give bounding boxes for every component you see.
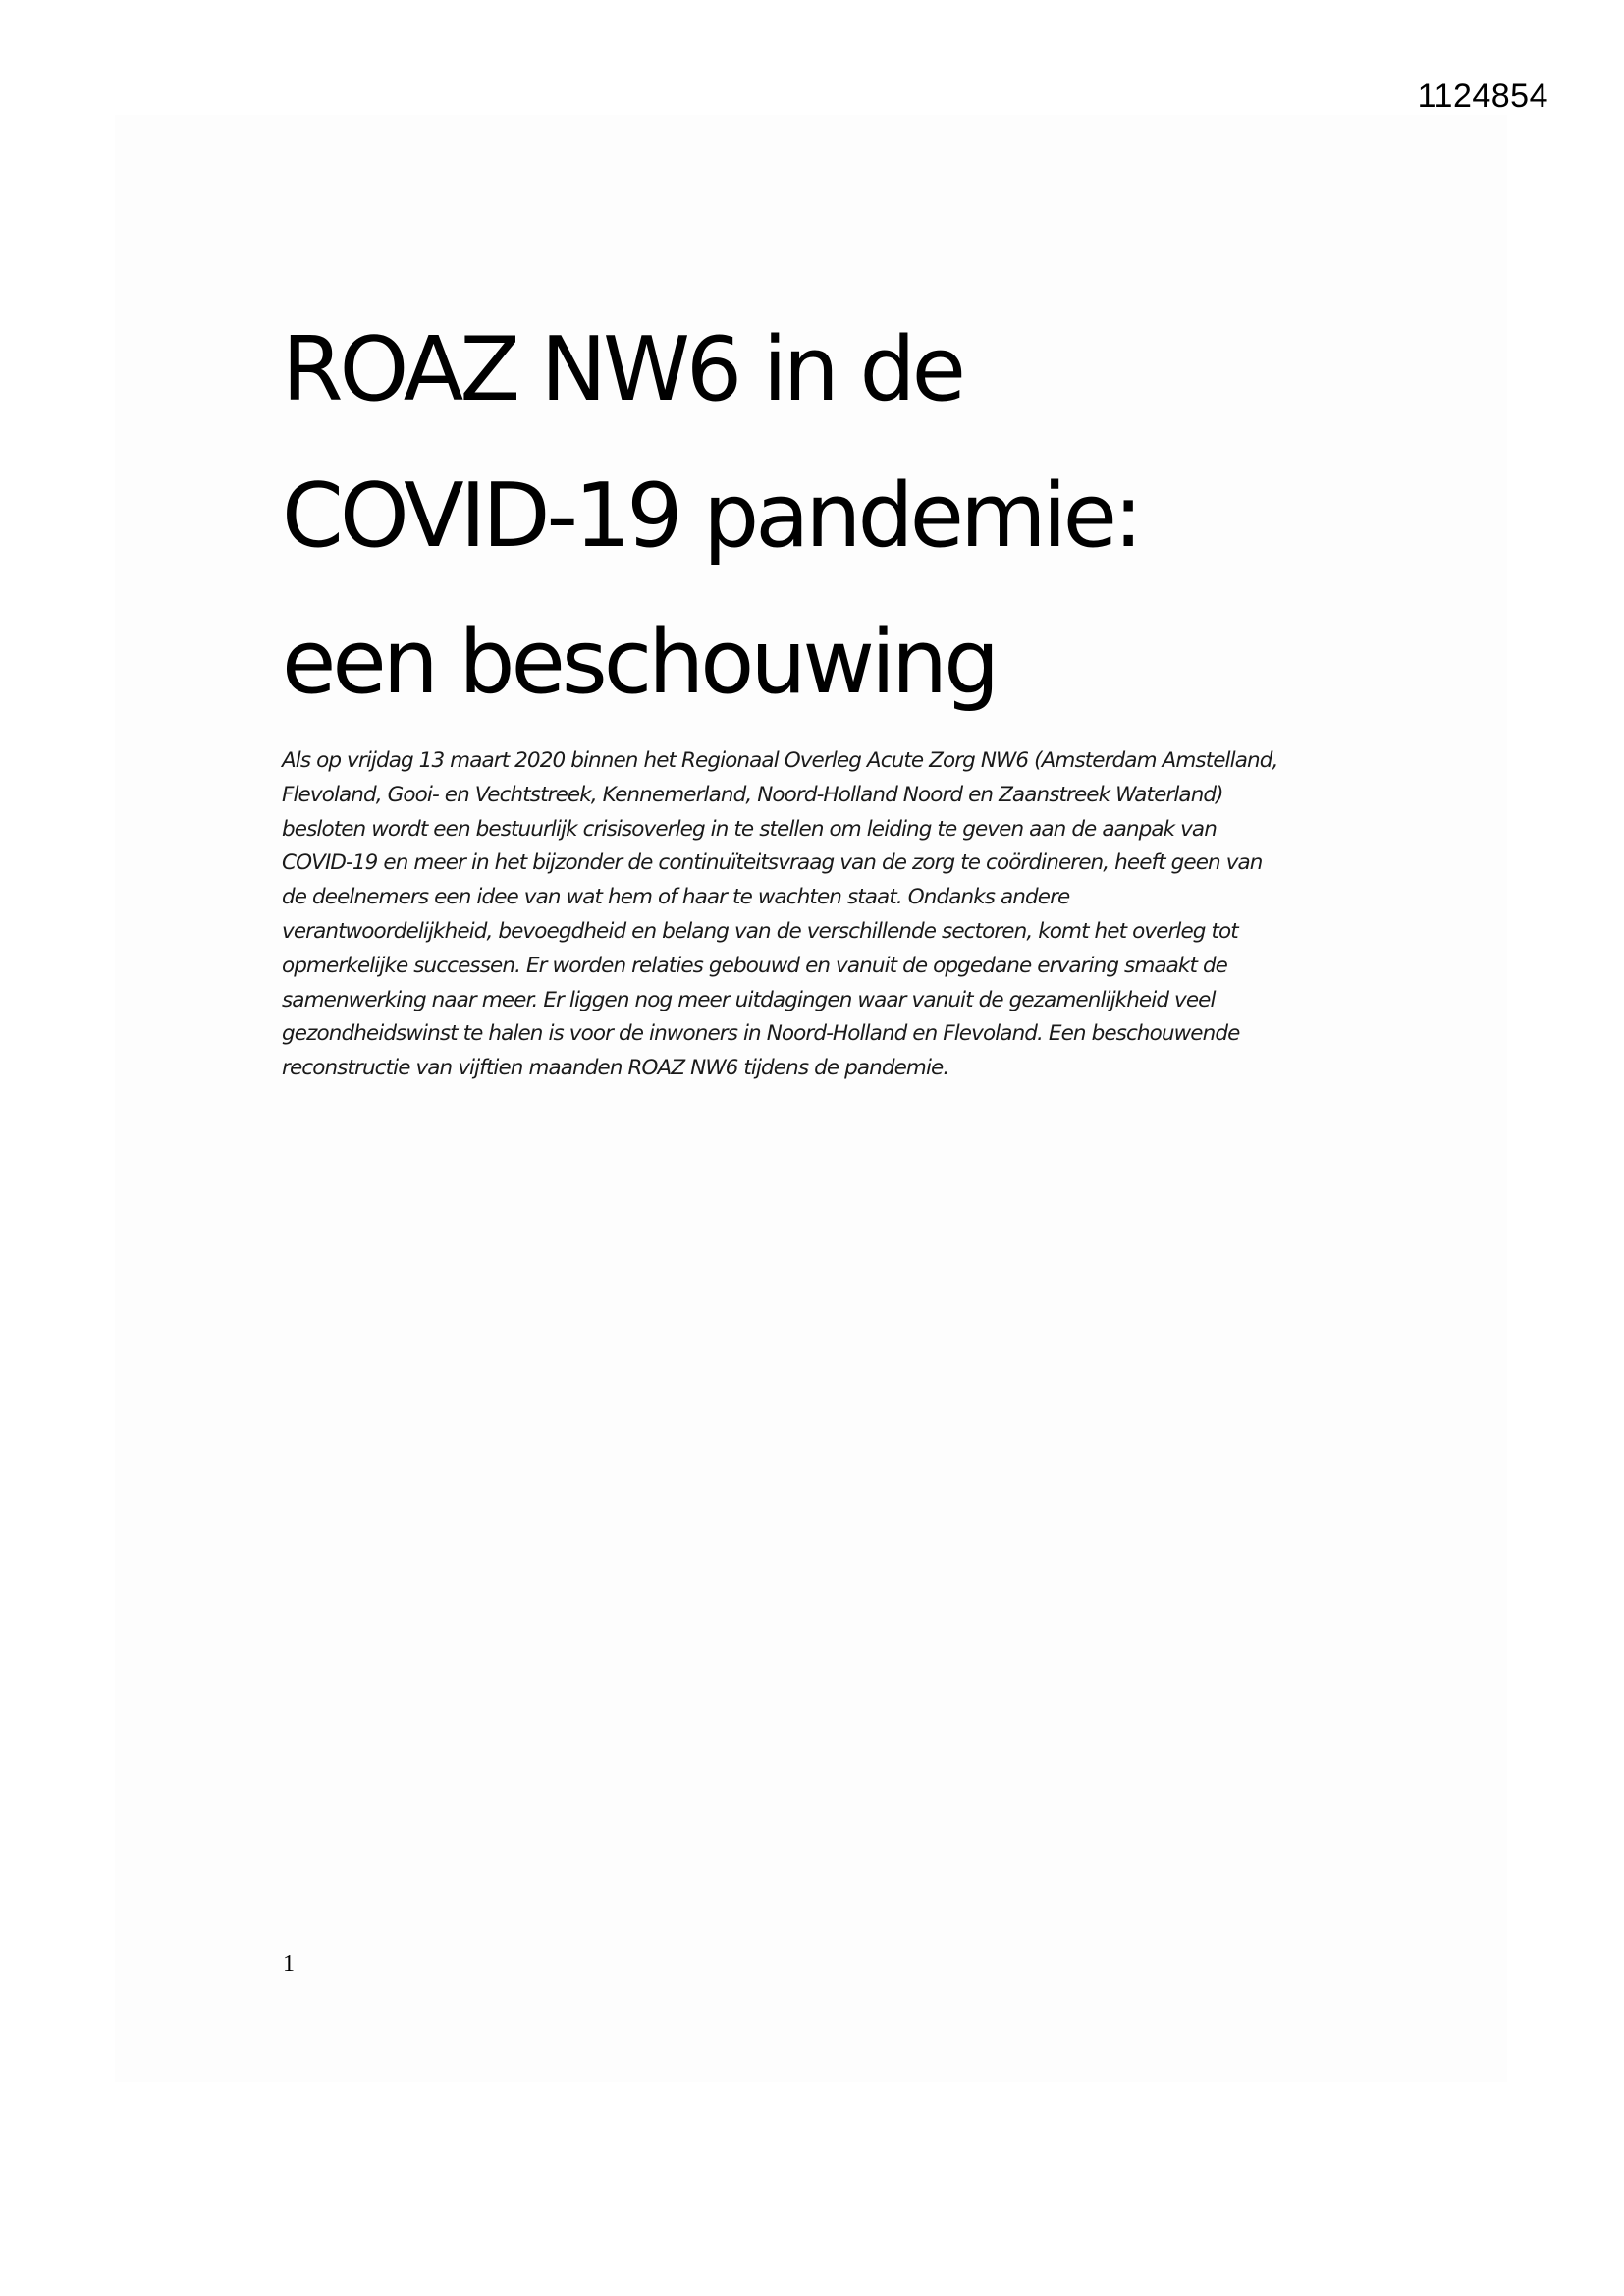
page-number: 1 (283, 1951, 295, 1977)
title-line: een beschouwing (282, 611, 997, 714)
abstract-line: Als op vrijdag 13 maart 2020 binnen het Regionaal Overleg Acute Zorg NW6 (Amsterdam Amstelland, (282, 748, 1278, 773)
abstract-line: besloten wordt een bestuurlijk crisisoverleg in te stellen om leiding te geven aan de aanpak van (282, 816, 1217, 842)
document-id-stamp: 1124854 (1417, 78, 1548, 115)
document-title (282, 297, 1362, 736)
abstract-line: samenwerking naar meer. Er liggen nog meer uitdagingen waar vanuit de gezamenlijkheid veel (282, 987, 1216, 1012)
abstract-line: COVID-19 en meer in het bijzonder de continuïteitsvraag van de zorg te coördineren, heeft geen van (282, 850, 1263, 876)
title-line: COVID-19 pandemie: (282, 465, 1140, 568)
abstract-line: de deelnemers een idee van wat hem of haar te wachten staat. Ondanks andere (282, 885, 1070, 910)
abstract-line: gezondheidswinst te halen is voor de inwoners in Noord-Holland en Flevoland. Een beschouwende (282, 1021, 1240, 1047)
abstract-line: opmerkelijke successen. Er worden relaties gebouwd en vanuit de opgedane ervaring smaakt de (282, 953, 1228, 978)
abstract-line: reconstructie van vijftien maanden ROAZ NW6 tijdens de pandemie. (282, 1056, 949, 1081)
abstract-line: Flevoland, Gooi- en Vechtstreek, Kennemerland, Noord-Holland Noord en Zaanstreek Waterland) (282, 782, 1223, 807)
abstract-paragraph (282, 744, 1372, 1086)
title-line: ROAZ NW6 in de (282, 318, 962, 421)
abstract-line: verantwoordelijkheid, bevoegdheid en belang van de verschillende sectoren, komt het overleg tot (282, 918, 1238, 944)
